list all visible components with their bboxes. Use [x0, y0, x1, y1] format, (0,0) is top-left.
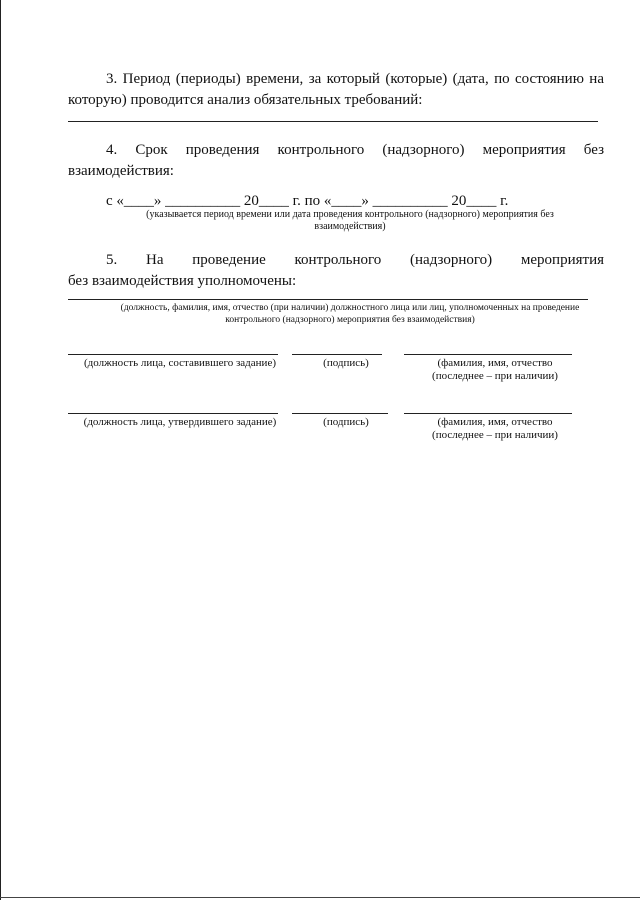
- section-5-answer-line[interactable]: [68, 299, 588, 300]
- section-3-line-1: 3. Период (периоды) времени, за который (которые) (дата, по состоянию на: [106, 71, 604, 87]
- signature-row-1-position-line[interactable]: [68, 354, 278, 355]
- signature-row-1-signature-line[interactable]: [292, 354, 382, 355]
- signature-row-2-signature-line[interactable]: [292, 413, 388, 414]
- signature-row-2-name-label-2: (последнее – при наличии): [432, 429, 558, 441]
- section-3-line-2: которую) проводится анализ обязательных требований:: [68, 92, 423, 108]
- signature-row-2-name-line[interactable]: [404, 413, 572, 414]
- page-edge-bottom: [0, 897, 640, 898]
- signature-row-2-position-line[interactable]: [68, 413, 278, 414]
- signature-row-1-position-label: (должность лица, составившего задание): [84, 357, 276, 369]
- page-edge-left: [0, 0, 1, 900]
- signature-row-1-name-label-2: (последнее – при наличии): [432, 370, 558, 382]
- section-3-answer-line[interactable]: [68, 121, 598, 122]
- signature-row-2-position-label: (должность лица, утвердившего задание): [83, 416, 277, 428]
- section-4-line-1: 4. Срок проведения контрольного (надзорного) мероприятия без: [106, 142, 604, 158]
- section-4-caption-1: (указывается период времени или дата проведения контрольного (надзорного) мероприятия без: [146, 209, 554, 220]
- section-4-line-2: взаимодействия:: [68, 163, 174, 179]
- signature-row-1-name-label-1: (фамилия, имя, отчество: [437, 357, 553, 369]
- signature-row-2-name-label-1: (фамилия, имя, отчество: [437, 416, 553, 428]
- section-5-line-2: без взаимодействия уполномочены:: [68, 273, 297, 289]
- section-5-caption-2: контрольного (надзорного) мероприятия без взаимодействия): [225, 315, 475, 325]
- section-5-caption-1: (должность, фамилия, имя, отчество (при наличии) должностного лица или лиц, уполномоченных на проведение: [120, 303, 580, 313]
- section-5-line-1: 5. На проведение контрольного (надзорного) мероприятия: [106, 252, 604, 268]
- signature-row-1-name-line[interactable]: [404, 354, 572, 355]
- section-4-caption-2: взаимодействия): [314, 221, 386, 232]
- signature-row-1-signature-label: (подпись): [323, 357, 369, 369]
- signature-row-2-signature-label: (подпись): [323, 416, 369, 428]
- section-4-date-range[interactable]: с «____» __________ 20____ г. по «____» __________ 20____ г.: [106, 193, 509, 209]
